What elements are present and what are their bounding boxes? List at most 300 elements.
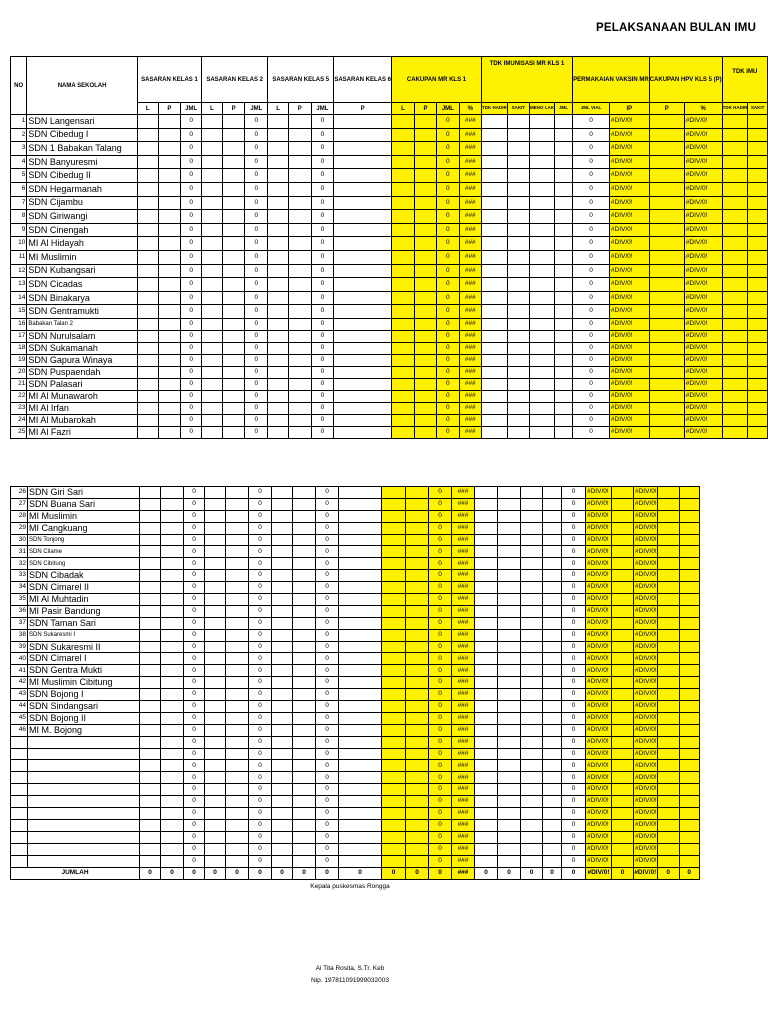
- cell-10[interactable]: [339, 594, 382, 606]
- cell-1[interactable]: [137, 330, 158, 342]
- cell-18[interactable]: [543, 570, 562, 582]
- cell-22[interactable]: #DIV/0!: [634, 748, 658, 760]
- school-name[interactable]: SDN Sindangsari: [28, 701, 140, 713]
- cell-14[interactable]: ###: [452, 665, 475, 677]
- cell-21[interactable]: [612, 784, 634, 796]
- cell-13[interactable]: 0: [429, 570, 452, 582]
- cell-7[interactable]: [272, 522, 293, 534]
- cell-20[interactable]: #DIV/0!: [609, 305, 649, 319]
- cell-17[interactable]: [521, 487, 543, 499]
- cell-15[interactable]: [481, 128, 507, 142]
- cell-21[interactable]: [649, 426, 684, 438]
- cell-21[interactable]: [649, 278, 684, 292]
- cell-15[interactable]: [475, 748, 498, 760]
- cell-17[interactable]: [521, 510, 543, 522]
- cell-6[interactable]: 0: [245, 182, 268, 196]
- cell-21[interactable]: [649, 330, 684, 342]
- school-name[interactable]: MI Al Fazri: [27, 426, 137, 438]
- school-name[interactable]: [28, 831, 140, 843]
- cell-10[interactable]: [334, 366, 392, 378]
- cell-8[interactable]: [288, 305, 311, 319]
- cell-2[interactable]: [161, 796, 184, 808]
- cell-14[interactable]: ###: [459, 291, 481, 305]
- cell-2[interactable]: [161, 558, 184, 570]
- cell-20[interactable]: #DIV/0!: [609, 318, 649, 330]
- cell-15[interactable]: [475, 510, 498, 522]
- cell-10[interactable]: [334, 223, 392, 237]
- cell-21[interactable]: [612, 510, 634, 522]
- cell-2[interactable]: [158, 210, 181, 224]
- cell-12[interactable]: [406, 748, 429, 760]
- cell-21[interactable]: [612, 605, 634, 617]
- cell-14[interactable]: ###: [459, 196, 481, 210]
- cell-9[interactable]: 0: [316, 772, 339, 784]
- cell-16[interactable]: [498, 570, 521, 582]
- cell-14[interactable]: ###: [452, 724, 475, 736]
- cell-7[interactable]: [268, 366, 289, 378]
- cell-17[interactable]: [521, 653, 543, 665]
- cell-6[interactable]: 0: [245, 278, 268, 292]
- cell-4[interactable]: [202, 342, 223, 354]
- cell-17[interactable]: [521, 843, 543, 855]
- cell-4[interactable]: [205, 570, 226, 582]
- cell-15[interactable]: [475, 653, 498, 665]
- cell-23[interactable]: [657, 594, 679, 606]
- cell-14[interactable]: ###: [452, 772, 475, 784]
- cell-7[interactable]: [272, 796, 293, 808]
- cell-22[interactable]: #DIV/0!: [634, 724, 658, 736]
- cell-18[interactable]: [543, 855, 562, 867]
- cell-17[interactable]: [521, 641, 543, 653]
- cell-4[interactable]: [202, 318, 223, 330]
- cell-14[interactable]: ###: [452, 653, 475, 665]
- cell-2[interactable]: [158, 318, 181, 330]
- cell-5[interactable]: [226, 617, 249, 629]
- cell-3[interactable]: 0: [184, 546, 205, 558]
- school-name[interactable]: [28, 843, 140, 855]
- cell-16[interactable]: [498, 558, 521, 570]
- cell-22[interactable]: #DIV/0!: [634, 796, 658, 808]
- cell-16[interactable]: [498, 677, 521, 689]
- cell-23[interactable]: [657, 712, 679, 724]
- cell-9[interactable]: 0: [316, 558, 339, 570]
- cell-9[interactable]: 0: [311, 278, 334, 292]
- cell-20[interactable]: #DIV/0!: [586, 641, 612, 653]
- cell-2[interactable]: [158, 250, 181, 264]
- cell-24[interactable]: [748, 426, 768, 438]
- cell-14[interactable]: ###: [452, 617, 475, 629]
- cell-6[interactable]: 0: [249, 546, 272, 558]
- cell-10[interactable]: [339, 582, 382, 594]
- cell-18[interactable]: [543, 701, 562, 713]
- cell-8[interactable]: [293, 784, 316, 796]
- cell-14[interactable]: ###: [459, 305, 481, 319]
- cell-4[interactable]: [202, 305, 223, 319]
- cell-1[interactable]: [137, 223, 158, 237]
- cell-20[interactable]: #DIV/0!: [586, 629, 612, 641]
- school-name[interactable]: SDN Tonjong: [28, 534, 140, 546]
- cell-24[interactable]: [748, 366, 768, 378]
- cell-14[interactable]: ###: [452, 582, 475, 594]
- cell-4[interactable]: [205, 641, 226, 653]
- cell-12[interactable]: [406, 712, 429, 724]
- cell-14[interactable]: ###: [459, 278, 481, 292]
- cell-17[interactable]: [521, 665, 543, 677]
- cell-21[interactable]: [649, 210, 684, 224]
- school-name[interactable]: SDN Cijambu: [27, 196, 137, 210]
- cell-8[interactable]: [288, 264, 311, 278]
- school-name[interactable]: SDN Kubangsari: [27, 264, 137, 278]
- cell-6[interactable]: 0: [249, 748, 272, 760]
- cell-8[interactable]: [288, 196, 311, 210]
- cell-19[interactable]: 0: [562, 689, 586, 701]
- cell-2[interactable]: [161, 712, 184, 724]
- cell-24[interactable]: [748, 196, 768, 210]
- cell-3[interactable]: 0: [181, 223, 202, 237]
- cell-4[interactable]: [205, 510, 226, 522]
- cell-10[interactable]: [339, 855, 382, 867]
- cell-20[interactable]: #DIV/0!: [609, 366, 649, 378]
- cell-15[interactable]: [475, 629, 498, 641]
- cell-1[interactable]: [140, 772, 161, 784]
- cell-20[interactable]: #DIV/0!: [609, 378, 649, 390]
- cell-22[interactable]: #DIV/0!: [634, 534, 658, 546]
- cell-19[interactable]: 0: [573, 414, 610, 426]
- cell-21[interactable]: [612, 570, 634, 582]
- cell-11[interactable]: [382, 617, 406, 629]
- cell-14[interactable]: ###: [459, 142, 481, 156]
- school-name[interactable]: SDN Cibedug I: [27, 128, 137, 142]
- cell-15[interactable]: [475, 605, 498, 617]
- cell-12[interactable]: [415, 390, 437, 402]
- cell-23[interactable]: [722, 402, 748, 414]
- cell-8[interactable]: [288, 182, 311, 196]
- cell-7[interactable]: [268, 390, 289, 402]
- cell-14[interactable]: ###: [459, 402, 481, 414]
- cell-21[interactable]: [649, 182, 684, 196]
- cell-2[interactable]: [158, 196, 181, 210]
- cell-11[interactable]: [382, 594, 406, 606]
- cell-4[interactable]: [205, 653, 226, 665]
- cell-9[interactable]: 0: [316, 546, 339, 558]
- cell-13[interactable]: 0: [429, 712, 452, 724]
- cell-12[interactable]: [406, 760, 429, 772]
- cell-14[interactable]: ###: [452, 712, 475, 724]
- cell-3[interactable]: 0: [181, 237, 202, 251]
- cell-3[interactable]: 0: [181, 142, 202, 156]
- cell-18[interactable]: [554, 250, 572, 264]
- cell-22[interactable]: #DIV/0!: [634, 510, 658, 522]
- cell-14[interactable]: ###: [459, 366, 481, 378]
- cell-17[interactable]: [521, 629, 543, 641]
- cell-22[interactable]: #DIV/0!: [684, 354, 722, 366]
- cell-18[interactable]: [543, 712, 562, 724]
- cell-4[interactable]: [202, 264, 223, 278]
- cell-5[interactable]: [222, 264, 245, 278]
- cell-24[interactable]: [679, 605, 699, 617]
- cell-2[interactable]: [158, 330, 181, 342]
- cell-11[interactable]: [382, 582, 406, 594]
- cell-10[interactable]: [339, 570, 382, 582]
- cell-17[interactable]: [521, 855, 543, 867]
- cell-21[interactable]: [649, 128, 684, 142]
- cell-24[interactable]: [748, 291, 768, 305]
- cell-7[interactable]: [268, 330, 289, 342]
- cell-21[interactable]: [612, 546, 634, 558]
- cell-16[interactable]: [498, 724, 521, 736]
- cell-22[interactable]: #DIV/0!: [634, 784, 658, 796]
- cell-5[interactable]: [222, 182, 245, 196]
- cell-6[interactable]: 0: [245, 155, 268, 169]
- cell-10[interactable]: [334, 155, 392, 169]
- school-name[interactable]: SDN Cimarel I: [28, 653, 140, 665]
- cell-15[interactable]: [475, 701, 498, 713]
- cell-1[interactable]: [140, 724, 161, 736]
- cell-10[interactable]: [334, 330, 392, 342]
- cell-13[interactable]: 0: [437, 128, 459, 142]
- cell-24[interactable]: [748, 155, 768, 169]
- cell-5[interactable]: [226, 677, 249, 689]
- cell-5[interactable]: [222, 250, 245, 264]
- cell-5[interactable]: [226, 819, 249, 831]
- cell-8[interactable]: [288, 155, 311, 169]
- cell-7[interactable]: [272, 843, 293, 855]
- cell-20[interactable]: #DIV/0!: [609, 354, 649, 366]
- cell-22[interactable]: #DIV/0!: [634, 677, 658, 689]
- cell-3[interactable]: 0: [181, 196, 202, 210]
- cell-10[interactable]: [339, 796, 382, 808]
- cell-17[interactable]: [529, 250, 554, 264]
- school-name[interactable]: SDN Cibadak: [28, 570, 140, 582]
- cell-22[interactable]: #DIV/0!: [634, 855, 658, 867]
- cell-11[interactable]: [392, 223, 415, 237]
- cell-5[interactable]: [226, 582, 249, 594]
- cell-12[interactable]: [406, 487, 429, 499]
- cell-16[interactable]: [498, 819, 521, 831]
- cell-3[interactable]: 0: [184, 724, 205, 736]
- cell-18[interactable]: [554, 354, 572, 366]
- cell-2[interactable]: [158, 237, 181, 251]
- cell-16[interactable]: [498, 653, 521, 665]
- cell-16[interactable]: [507, 402, 529, 414]
- cell-8[interactable]: [293, 510, 316, 522]
- cell-21[interactable]: [649, 169, 684, 183]
- cell-17[interactable]: [529, 115, 554, 129]
- cell-10[interactable]: [334, 196, 392, 210]
- cell-12[interactable]: [406, 736, 429, 748]
- cell-8[interactable]: [288, 318, 311, 330]
- cell-11[interactable]: [382, 819, 406, 831]
- cell-23[interactable]: [657, 819, 679, 831]
- cell-4[interactable]: [205, 808, 226, 820]
- cell-4[interactable]: [202, 402, 223, 414]
- cell-18[interactable]: [543, 665, 562, 677]
- cell-8[interactable]: [293, 712, 316, 724]
- cell-23[interactable]: [657, 796, 679, 808]
- cell-11[interactable]: [382, 641, 406, 653]
- cell-8[interactable]: [293, 796, 316, 808]
- cell-8[interactable]: [288, 291, 311, 305]
- cell-7[interactable]: [268, 278, 289, 292]
- cell-20[interactable]: #DIV/0!: [586, 796, 612, 808]
- school-name[interactable]: [28, 819, 140, 831]
- cell-11[interactable]: [392, 169, 415, 183]
- cell-6[interactable]: 0: [249, 522, 272, 534]
- cell-7[interactable]: [272, 510, 293, 522]
- cell-8[interactable]: [293, 677, 316, 689]
- cell-19[interactable]: 0: [573, 182, 610, 196]
- cell-15[interactable]: [475, 570, 498, 582]
- cell-17[interactable]: [521, 712, 543, 724]
- cell-19[interactable]: 0: [562, 831, 586, 843]
- cell-6[interactable]: 0: [249, 558, 272, 570]
- cell-5[interactable]: [226, 487, 249, 499]
- cell-2[interactable]: [161, 605, 184, 617]
- cell-18[interactable]: [554, 330, 572, 342]
- cell-14[interactable]: ###: [452, 570, 475, 582]
- cell-6[interactable]: 0: [249, 760, 272, 772]
- cell-15[interactable]: [475, 617, 498, 629]
- cell-3[interactable]: 0: [181, 169, 202, 183]
- cell-18[interactable]: [554, 414, 572, 426]
- cell-18[interactable]: [554, 342, 572, 354]
- cell-1[interactable]: [137, 305, 158, 319]
- cell-5[interactable]: [222, 366, 245, 378]
- cell-24[interactable]: [679, 594, 699, 606]
- cell-24[interactable]: [748, 223, 768, 237]
- cell-13[interactable]: 0: [429, 629, 452, 641]
- cell-3[interactable]: 0: [184, 819, 205, 831]
- cell-18[interactable]: [543, 808, 562, 820]
- cell-9[interactable]: 0: [311, 342, 334, 354]
- cell-10[interactable]: [339, 522, 382, 534]
- cell-15[interactable]: [475, 712, 498, 724]
- cell-11[interactable]: [382, 558, 406, 570]
- cell-19[interactable]: 0: [562, 819, 586, 831]
- cell-16[interactable]: [498, 617, 521, 629]
- cell-7[interactable]: [272, 487, 293, 499]
- cell-19[interactable]: 0: [562, 653, 586, 665]
- cell-20[interactable]: #DIV/0!: [586, 831, 612, 843]
- cell-6[interactable]: 0: [249, 594, 272, 606]
- cell-9[interactable]: 0: [316, 641, 339, 653]
- cell-2[interactable]: [161, 736, 184, 748]
- cell-2[interactable]: [158, 142, 181, 156]
- cell-15[interactable]: [481, 330, 507, 342]
- cell-2[interactable]: [161, 570, 184, 582]
- cell-15[interactable]: [475, 784, 498, 796]
- cell-13[interactable]: 0: [437, 318, 459, 330]
- cell-21[interactable]: [649, 264, 684, 278]
- cell-9[interactable]: 0: [316, 819, 339, 831]
- cell-14[interactable]: ###: [452, 594, 475, 606]
- cell-23[interactable]: [722, 414, 748, 426]
- cell-1[interactable]: [140, 641, 161, 653]
- cell-7[interactable]: [268, 128, 289, 142]
- cell-17[interactable]: [529, 426, 554, 438]
- cell-18[interactable]: [554, 142, 572, 156]
- cell-14[interactable]: ###: [459, 264, 481, 278]
- cell-10[interactable]: [334, 378, 392, 390]
- cell-20[interactable]: #DIV/0!: [586, 701, 612, 713]
- school-name[interactable]: [28, 796, 140, 808]
- cell-12[interactable]: [415, 330, 437, 342]
- cell-3[interactable]: 0: [184, 831, 205, 843]
- cell-11[interactable]: [392, 142, 415, 156]
- cell-20[interactable]: #DIV/0!: [586, 724, 612, 736]
- cell-8[interactable]: [293, 748, 316, 760]
- cell-11[interactable]: [392, 414, 415, 426]
- cell-11[interactable]: [382, 665, 406, 677]
- cell-10[interactable]: [334, 414, 392, 426]
- cell-11[interactable]: [382, 487, 406, 499]
- cell-4[interactable]: [202, 390, 223, 402]
- cell-22[interactable]: #DIV/0!: [634, 843, 658, 855]
- cell-5[interactable]: [222, 390, 245, 402]
- cell-13[interactable]: 0: [429, 534, 452, 546]
- cell-16[interactable]: [498, 594, 521, 606]
- cell-15[interactable]: [481, 402, 507, 414]
- cell-12[interactable]: [406, 582, 429, 594]
- cell-10[interactable]: [339, 748, 382, 760]
- school-name[interactable]: SDN Gentra Mukti: [28, 665, 140, 677]
- cell-21[interactable]: [649, 237, 684, 251]
- cell-17[interactable]: [521, 831, 543, 843]
- cell-5[interactable]: [222, 291, 245, 305]
- cell-11[interactable]: [382, 510, 406, 522]
- cell-4[interactable]: [202, 128, 223, 142]
- school-name[interactable]: SDN Cibedug II: [27, 169, 137, 183]
- cell-9[interactable]: 0: [316, 605, 339, 617]
- cell-4[interactable]: [205, 617, 226, 629]
- cell-17[interactable]: [529, 223, 554, 237]
- cell-13[interactable]: 0: [437, 250, 459, 264]
- cell-21[interactable]: [649, 196, 684, 210]
- cell-7[interactable]: [272, 701, 293, 713]
- cell-17[interactable]: [521, 819, 543, 831]
- cell-17[interactable]: [521, 498, 543, 510]
- cell-14[interactable]: ###: [459, 155, 481, 169]
- cell-24[interactable]: [679, 819, 699, 831]
- cell-23[interactable]: [657, 689, 679, 701]
- cell-15[interactable]: [475, 855, 498, 867]
- cell-15[interactable]: [475, 831, 498, 843]
- cell-18[interactable]: [543, 629, 562, 641]
- cell-13[interactable]: 0: [429, 760, 452, 772]
- cell-7[interactable]: [268, 291, 289, 305]
- cell-7[interactable]: [268, 264, 289, 278]
- cell-6[interactable]: 0: [245, 402, 268, 414]
- cell-18[interactable]: [543, 617, 562, 629]
- cell-8[interactable]: [288, 390, 311, 402]
- cell-8[interactable]: [293, 855, 316, 867]
- cell-18[interactable]: [543, 487, 562, 499]
- cell-9[interactable]: 0: [316, 582, 339, 594]
- cell-18[interactable]: [554, 390, 572, 402]
- cell-19[interactable]: 0: [573, 366, 610, 378]
- cell-20[interactable]: #DIV/0!: [586, 665, 612, 677]
- cell-20[interactable]: #DIV/0!: [586, 772, 612, 784]
- cell-5[interactable]: [226, 831, 249, 843]
- cell-12[interactable]: [406, 617, 429, 629]
- cell-13[interactable]: 0: [437, 330, 459, 342]
- cell-21[interactable]: [612, 772, 634, 784]
- cell-7[interactable]: [272, 855, 293, 867]
- cell-9[interactable]: 0: [316, 534, 339, 546]
- cell-1[interactable]: [140, 498, 161, 510]
- cell-10[interactable]: [339, 843, 382, 855]
- cell-24[interactable]: [748, 210, 768, 224]
